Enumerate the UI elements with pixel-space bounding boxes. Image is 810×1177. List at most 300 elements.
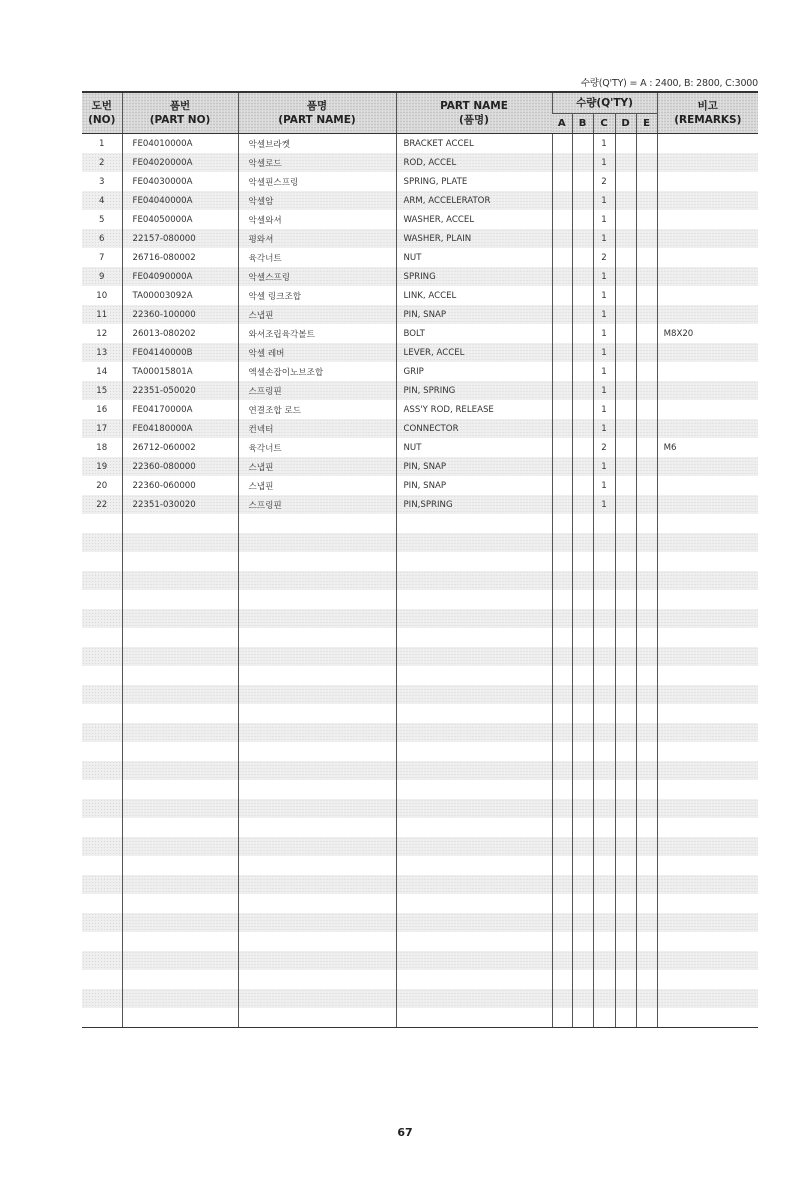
row-no: 11 xyxy=(82,305,122,324)
empty-table-row xyxy=(82,723,758,742)
row-part-name-kr: 스냅핀 xyxy=(238,457,396,476)
row-qty-c: 1 xyxy=(593,286,615,305)
row-qty-a xyxy=(552,153,572,172)
row-qty-a xyxy=(552,305,572,324)
row-qty-d xyxy=(615,172,636,191)
row-part-name-kr: 육각너트 xyxy=(238,438,396,457)
row-qty-e xyxy=(636,552,657,571)
row-part-name-kr xyxy=(238,666,396,685)
row-qty-b xyxy=(572,685,593,704)
row-part-no: FE04050000A xyxy=(122,210,238,229)
row-qty-e xyxy=(636,932,657,951)
table-row xyxy=(82,305,758,324)
row-qty-c: 1 xyxy=(593,324,615,343)
row-qty-a xyxy=(552,533,572,552)
row-part-name-kr: 악셀 레버 xyxy=(238,343,396,362)
row-part-no xyxy=(122,894,238,913)
row-part-name-kr xyxy=(238,552,396,571)
row-qty-a xyxy=(552,913,572,932)
row-no: 22 xyxy=(82,495,122,514)
row-remarks xyxy=(657,856,758,875)
row-qty-b xyxy=(572,305,593,324)
row-remarks xyxy=(657,685,758,704)
row-qty-d xyxy=(615,590,636,609)
header-part-name-en-sub: (품명) xyxy=(459,114,489,126)
row-part-no: FE04140000B xyxy=(122,343,238,362)
header-remarks-kr: 비고 xyxy=(697,100,718,112)
empty-table-row xyxy=(82,609,758,628)
row-qty-b xyxy=(572,818,593,837)
row-part-no: FE04030000A xyxy=(122,172,238,191)
empty-table-row xyxy=(82,799,758,818)
row-part-name-en xyxy=(396,875,552,894)
row-qty-c: 1 xyxy=(593,400,615,419)
row-qty-a xyxy=(552,438,572,457)
row-part-name-en: PIN,SPRING xyxy=(396,495,552,514)
row-part-name-en: BOLT xyxy=(396,324,552,343)
row-qty-a xyxy=(552,970,572,989)
row-part-name-kr xyxy=(238,571,396,590)
row-part-no xyxy=(122,875,238,894)
empty-table-row xyxy=(82,552,758,571)
row-qty-b xyxy=(572,989,593,1008)
row-part-no: 22360-060000 xyxy=(122,476,238,495)
header-quantity: 수량(Q'TY) xyxy=(552,92,657,114)
empty-table-row xyxy=(82,856,758,875)
row-qty-a xyxy=(552,134,572,154)
row-qty-c: 1 xyxy=(593,210,615,229)
row-qty-d xyxy=(615,913,636,932)
row-remarks xyxy=(657,970,758,989)
row-part-name-en xyxy=(396,989,552,1008)
row-no xyxy=(82,951,122,970)
row-qty-c: 1 xyxy=(593,153,615,172)
row-qty-a xyxy=(552,628,572,647)
row-remarks xyxy=(657,514,758,533)
row-qty-c xyxy=(593,590,615,609)
row-no xyxy=(82,780,122,799)
row-no: 20 xyxy=(96,480,108,491)
row-part-name-en: LINK, ACCEL xyxy=(396,286,552,305)
row-qty-a xyxy=(552,381,572,400)
row-qty-b xyxy=(572,324,593,343)
row-part-name-kr xyxy=(238,704,396,723)
row-part-no: FE04020000A xyxy=(122,153,238,172)
row-part-name-kr xyxy=(238,514,396,533)
row-no xyxy=(82,552,122,571)
row-part-no: 22360-100000 xyxy=(122,305,238,324)
row-qty-a xyxy=(552,932,572,951)
row-qty-b xyxy=(572,609,593,628)
row-part-no xyxy=(122,780,238,799)
row-qty-c xyxy=(593,609,615,628)
row-qty-b xyxy=(572,590,593,609)
row-no: 14 xyxy=(96,366,108,377)
row-qty-c: 1 xyxy=(593,267,615,286)
row-qty-e xyxy=(636,780,657,799)
row-qty-e xyxy=(636,419,657,438)
row-qty-e xyxy=(636,685,657,704)
row-part-name-en xyxy=(396,723,552,742)
row-part-no: TA00015801A xyxy=(122,362,238,381)
row-remarks: M8X20 xyxy=(657,324,758,343)
row-qty-e xyxy=(636,286,657,305)
row-remarks xyxy=(657,134,758,154)
header-qty-e: E xyxy=(636,114,657,134)
row-qty-c xyxy=(593,837,615,856)
row-qty-d xyxy=(615,476,636,495)
row-qty-a xyxy=(552,780,572,799)
row-qty-e xyxy=(636,571,657,590)
row-part-name-kr xyxy=(238,837,396,856)
row-remarks xyxy=(657,818,758,837)
table-row xyxy=(82,153,758,172)
row-qty-c xyxy=(593,970,615,989)
row-qty-a xyxy=(552,666,572,685)
row-part-name-kr xyxy=(238,970,396,989)
row-qty-e xyxy=(636,856,657,875)
table-row xyxy=(82,419,758,438)
row-part-name-kr: 컨넥터 xyxy=(238,419,396,438)
row-part-name-en xyxy=(396,837,552,856)
row-qty-d xyxy=(615,761,636,780)
row-qty-e xyxy=(636,438,657,457)
row-no: 19 xyxy=(82,457,122,476)
row-qty-b xyxy=(572,191,593,210)
row-qty-a xyxy=(552,875,572,894)
row-qty-c: 1 xyxy=(593,419,615,438)
row-qty-b xyxy=(572,647,593,666)
row-qty-a xyxy=(552,590,572,609)
row-qty-e xyxy=(636,191,657,210)
row-qty-a xyxy=(552,400,572,419)
row-remarks xyxy=(657,248,758,267)
row-remarks xyxy=(657,837,758,856)
row-qty-b xyxy=(572,894,593,913)
row-qty-b xyxy=(572,970,593,989)
row-qty-c xyxy=(593,628,615,647)
empty-table-row xyxy=(82,1008,758,1028)
empty-table-row xyxy=(82,894,758,913)
row-no xyxy=(82,628,122,647)
row-part-name-kr xyxy=(238,628,396,647)
row-no: 4 xyxy=(82,191,122,210)
row-qty-c xyxy=(593,723,615,742)
header-qty-d: D xyxy=(615,114,636,134)
row-qty-c xyxy=(593,552,615,571)
row-qty-d xyxy=(615,742,636,761)
row-remarks xyxy=(657,647,758,666)
row-qty-a xyxy=(552,552,572,571)
row-part-name-kr: 육각너트 xyxy=(238,248,396,267)
row-part-name-en xyxy=(396,552,552,571)
row-qty-d xyxy=(615,419,636,438)
row-part-no xyxy=(122,628,238,647)
row-part-name-en xyxy=(396,628,552,647)
row-no xyxy=(82,932,122,951)
row-remarks xyxy=(657,666,758,685)
row-qty-d xyxy=(615,666,636,685)
row-qty-c xyxy=(593,533,615,552)
row-qty-b xyxy=(572,400,593,419)
row-part-no: 26712-060002 xyxy=(122,438,238,457)
row-part-no xyxy=(122,609,238,628)
row-qty-b xyxy=(572,286,593,305)
row-qty-c xyxy=(593,951,615,970)
row-qty-c: 1 xyxy=(593,229,615,248)
row-part-name-kr xyxy=(238,685,396,704)
row-part-no xyxy=(122,951,238,970)
row-part-name-en xyxy=(396,780,552,799)
row-part-name-en: PIN, SNAP xyxy=(396,457,552,476)
row-part-name-kr xyxy=(238,913,396,932)
row-no xyxy=(82,875,122,894)
row-qty-e xyxy=(636,476,657,495)
row-remarks xyxy=(657,552,758,571)
row-remarks xyxy=(657,799,758,818)
row-qty-a xyxy=(552,685,572,704)
row-qty-d xyxy=(615,704,636,723)
empty-table-row xyxy=(82,989,758,1008)
row-no xyxy=(82,1008,122,1028)
row-part-name-en: NUT xyxy=(396,248,552,267)
row-no xyxy=(82,571,122,590)
header-qty-c: C xyxy=(593,114,615,134)
row-qty-c: 1 xyxy=(593,362,615,381)
empty-table-row xyxy=(82,533,758,552)
row-part-name-en: PIN, SNAP xyxy=(396,476,552,495)
row-qty-b xyxy=(572,419,593,438)
row-remarks xyxy=(657,495,758,514)
row-part-no xyxy=(122,837,238,856)
row-no xyxy=(82,799,122,818)
row-qty-d xyxy=(615,571,636,590)
row-remarks xyxy=(657,191,758,210)
row-qty-b xyxy=(572,628,593,647)
row-part-no: FE04090000A xyxy=(122,267,238,286)
row-qty-b xyxy=(572,153,593,172)
row-qty-b xyxy=(572,799,593,818)
row-qty-d xyxy=(615,552,636,571)
row-qty-e xyxy=(636,989,657,1008)
row-qty-d xyxy=(615,723,636,742)
row-qty-c xyxy=(593,742,615,761)
row-part-name-en xyxy=(396,894,552,913)
row-no: 1 xyxy=(99,138,105,149)
row-part-name-en: WASHER, ACCEL xyxy=(396,210,552,229)
row-remarks xyxy=(657,286,758,305)
row-part-no xyxy=(122,533,238,552)
row-qty-a xyxy=(552,799,572,818)
row-qty-e xyxy=(636,153,657,172)
row-qty-d xyxy=(615,400,636,419)
row-qty-a xyxy=(552,1008,572,1028)
row-part-name-en: PIN, SNAP xyxy=(396,305,552,324)
quantity-note: 수량(Q'TY) = A : 2400, B: 2800, C:3000 xyxy=(580,78,758,89)
row-part-name-en: GRIP xyxy=(396,362,552,381)
row-qty-d xyxy=(615,894,636,913)
row-qty-b xyxy=(572,837,593,856)
row-qty-e xyxy=(636,742,657,761)
row-part-name-kr xyxy=(238,856,396,875)
table-row xyxy=(82,210,758,229)
row-qty-c xyxy=(593,647,615,666)
row-qty-a xyxy=(552,647,572,666)
row-part-name-en xyxy=(396,818,552,837)
row-qty-a xyxy=(552,248,572,267)
row-part-name-en xyxy=(396,1008,552,1028)
row-qty-c: 2 xyxy=(593,248,615,267)
table-row xyxy=(82,324,758,343)
row-no: 6 xyxy=(82,229,122,248)
row-qty-e xyxy=(636,913,657,932)
row-qty-c: 1 xyxy=(593,191,615,210)
row-part-name-kr: 악셀스프링 xyxy=(238,267,396,286)
empty-table-row xyxy=(82,780,758,799)
row-part-name-kr: 평와셔 xyxy=(238,229,396,248)
row-qty-e xyxy=(636,229,657,248)
row-qty-b xyxy=(572,761,593,780)
row-qty-c xyxy=(593,780,615,799)
empty-table-row xyxy=(82,571,758,590)
row-part-name-en: SPRING xyxy=(396,267,552,286)
row-remarks xyxy=(657,362,758,381)
header-part-no xyxy=(122,92,238,134)
row-qty-c xyxy=(593,571,615,590)
row-part-name-en xyxy=(396,799,552,818)
table-row xyxy=(82,248,758,267)
row-qty-d xyxy=(615,343,636,362)
row-qty-e xyxy=(636,666,657,685)
row-no xyxy=(82,989,122,1008)
row-qty-c xyxy=(593,932,615,951)
row-qty-a xyxy=(552,495,572,514)
row-part-no: FE04170000A xyxy=(122,400,238,419)
row-remarks xyxy=(657,951,758,970)
row-remarks xyxy=(657,153,758,172)
row-qty-a xyxy=(552,343,572,362)
row-remarks xyxy=(657,400,758,419)
row-qty-e xyxy=(636,533,657,552)
row-no xyxy=(82,970,122,989)
row-part-name-en xyxy=(396,932,552,951)
row-no xyxy=(82,837,122,856)
row-no: 5 xyxy=(99,214,105,225)
row-qty-d xyxy=(615,1008,636,1028)
row-part-name-en: NUT xyxy=(396,438,552,457)
row-qty-c xyxy=(593,913,615,932)
row-qty-e xyxy=(636,210,657,229)
header-remarks xyxy=(657,92,758,134)
row-remarks xyxy=(657,343,758,362)
row-qty-c xyxy=(593,1008,615,1028)
row-qty-d xyxy=(615,989,636,1008)
parts-list-table xyxy=(82,91,758,1028)
parts-table-body xyxy=(82,134,758,1028)
row-part-name-kr xyxy=(238,799,396,818)
row-no xyxy=(82,514,122,533)
row-qty-e xyxy=(636,324,657,343)
row-qty-e xyxy=(636,590,657,609)
row-qty-a xyxy=(552,229,572,248)
row-qty-e xyxy=(636,970,657,989)
row-part-no xyxy=(122,571,238,590)
row-qty-c xyxy=(593,666,615,685)
row-qty-d xyxy=(615,305,636,324)
row-qty-d xyxy=(615,780,636,799)
row-qty-c: 1 xyxy=(593,476,615,495)
row-qty-b xyxy=(572,742,593,761)
row-qty-d xyxy=(615,856,636,875)
row-qty-c: 1 xyxy=(593,343,615,362)
row-part-name-en: WASHER, PLAIN xyxy=(396,229,552,248)
row-part-name-kr xyxy=(238,723,396,742)
row-qty-b xyxy=(572,514,593,533)
row-no xyxy=(82,913,122,932)
row-part-name-kr: 와셔조립육각볼트 xyxy=(238,324,396,343)
row-part-name-en xyxy=(396,533,552,552)
row-qty-e xyxy=(636,609,657,628)
row-part-no xyxy=(122,856,238,875)
row-part-name-en xyxy=(396,609,552,628)
row-remarks xyxy=(657,419,758,438)
row-part-name-kr xyxy=(238,875,396,894)
row-qty-d xyxy=(615,495,636,514)
empty-table-row xyxy=(82,837,758,856)
row-remarks xyxy=(657,704,758,723)
row-qty-b xyxy=(572,780,593,799)
row-remarks xyxy=(657,229,758,248)
row-part-no: 22157-080000 xyxy=(122,229,238,248)
row-qty-b xyxy=(572,932,593,951)
row-qty-b xyxy=(572,210,593,229)
row-part-name-kr: 악셀로드 xyxy=(238,153,396,172)
header-part-name-kr-sub: (PART NAME) xyxy=(278,114,356,126)
row-qty-d xyxy=(615,970,636,989)
row-part-no: 26013-080202 xyxy=(122,324,238,343)
row-qty-e xyxy=(636,647,657,666)
row-qty-d xyxy=(615,191,636,210)
row-qty-e xyxy=(636,381,657,400)
row-part-name-en: ARM, ACCELERATOR xyxy=(396,191,552,210)
row-remarks: M6 xyxy=(657,438,758,457)
header-part-name-en xyxy=(396,92,552,134)
row-qty-b xyxy=(572,875,593,894)
row-remarks xyxy=(657,761,758,780)
row-no: 2 xyxy=(82,153,122,172)
row-no xyxy=(82,856,122,875)
row-part-name-en xyxy=(396,761,552,780)
row-qty-b xyxy=(572,381,593,400)
empty-table-row xyxy=(82,685,758,704)
header-no-en: (NO) xyxy=(88,114,116,126)
row-remarks xyxy=(657,305,758,324)
table-row xyxy=(82,438,758,457)
row-remarks xyxy=(657,172,758,191)
row-part-no: 22360-080000 xyxy=(122,457,238,476)
row-no xyxy=(82,647,122,666)
row-no xyxy=(82,590,122,609)
row-part-no: FE04010000A xyxy=(122,134,238,154)
row-remarks xyxy=(657,894,758,913)
header-no xyxy=(82,92,122,134)
row-qty-a xyxy=(552,951,572,970)
row-part-no: 22351-050020 xyxy=(122,381,238,400)
row-no xyxy=(82,609,122,628)
row-qty-d xyxy=(615,229,636,248)
row-no: 12 xyxy=(96,328,108,339)
header-qty-a: A xyxy=(552,114,572,134)
